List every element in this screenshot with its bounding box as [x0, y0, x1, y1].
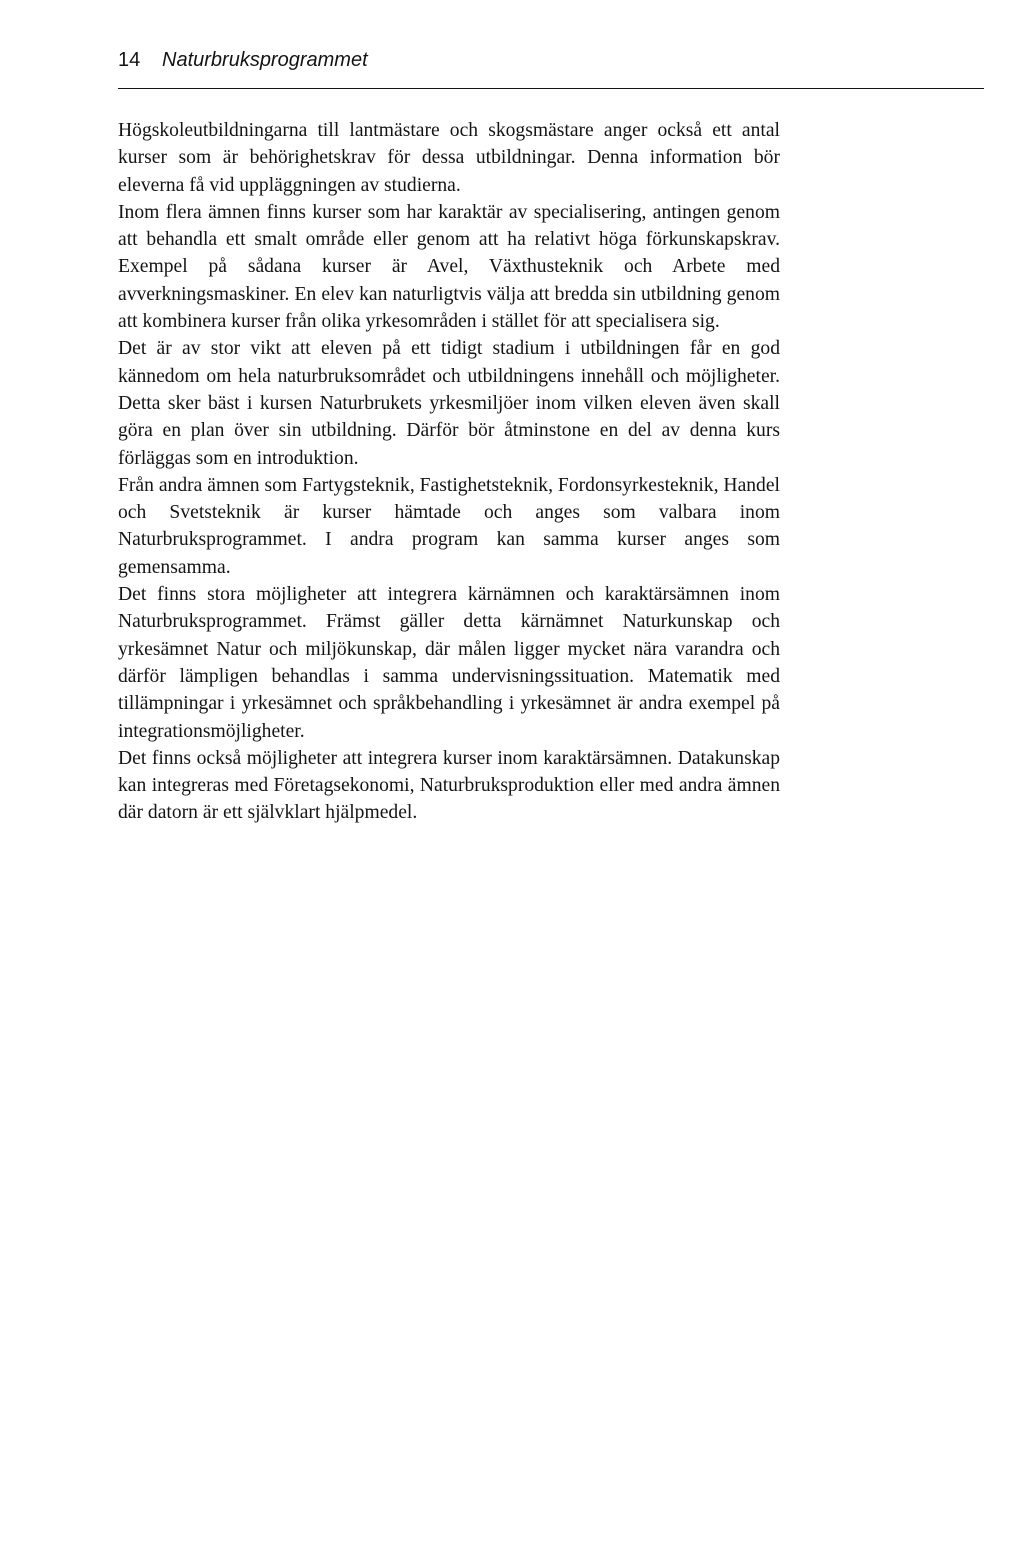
running-head: [118, 48, 368, 72]
paragraph: Det är av stor vikt att eleven på ett tidigt stadium i utbildningen får en god kännedom om hela naturbruksområdet och utbildningens innehåll och möjligheter. Detta sker bäst i kursen Naturbrukets yrkesmiljöer inom vilken eleven även skall göra en plan över sin utbildning. Därför bör åtminstone en del av denna kurs förläggas som en introduktion.: [118, 338, 780, 469]
header-rule: [118, 88, 984, 89]
paragraph: Det finns stora möjligheter att integrera kärnämnen och karaktärsämnen inom Naturbruksprogrammet. Främst gäller detta kärnämnet Naturkunskap och yrkesämnet Natur och miljökunskap, där målen ligger mycket nära varandra och därför lämpligen behandlas i samma undervisningssituation. Matematik med tillämpningar i yrkesämnet och språkbehandling i yrkesämnet är andra exempel på integrationsmöjligheter.: [118, 584, 780, 742]
section-title: Naturbruksprogrammet: [162, 49, 368, 71]
paragraph: Från andra ämnen som Fartygsteknik, Fastighetsteknik, Fordonsyrkesteknik, Handel och Svetsteknik är kurser hämtade och anges som valbara inom Naturbruksprogrammet. I andra program kan samma kurser anges som gemensamma.: [118, 474, 780, 578]
paragraph: Det finns också möjligheter att integrera kurser inom karaktärsämnen. Datakunskap kan integreras med Företagsekonomi, Naturbruksproduktion eller med andra ämnen där datorn är ett självklart hjälpmedel.: [118, 747, 780, 824]
paragraph: Högskoleutbildningarna till lantmästare och skogsmästare anger också ett antal kurser som är behörighetskrav för dessa utbildningar. Denna information bör eleverna få vid uppläggningen av studierna.: [118, 120, 780, 196]
paragraph: Inom flera ämnen finns kurser som har karaktär av specialisering, antingen genom att behandla ett smalt område eller genom att ha relativt höga förkunskapskrav. Exempel på sådana kurser är Avel, Växthusteknik och Arbete med avverkningsmaskiner. En elev kan naturligtvis välja att bredda sin utbildning genom att kombinera kurser från olika yrkesområden i stället för att specialisera sig.: [118, 201, 780, 333]
body-text: [118, 117, 780, 827]
page-number: 14: [118, 49, 141, 71]
